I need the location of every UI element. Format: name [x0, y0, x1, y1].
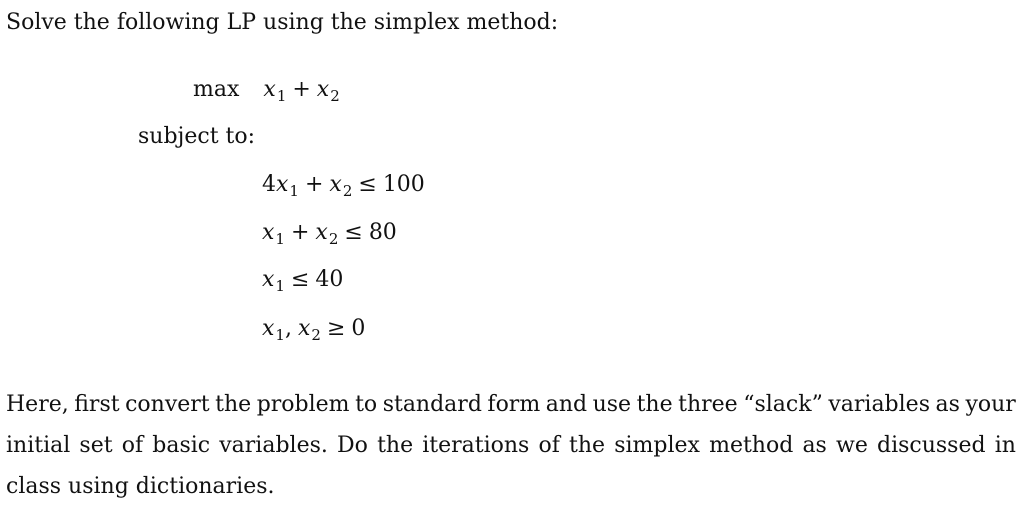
constraint-1-sub-1: 1 [289, 182, 299, 200]
instruction-word: the [377, 433, 414, 458]
problem-intro: Solve the following LP using the simplex method: [6, 10, 559, 35]
instruction-word: to [355, 392, 378, 417]
instruction-word: set [79, 433, 113, 458]
constraint-2-plus: + [290, 220, 310, 245]
instructions-line-3: class using dictionaries. [6, 474, 275, 499]
constraint-2-var-x1: x [262, 220, 275, 245]
instruction-word: of [538, 433, 560, 458]
subject-to-label: subject to: [138, 124, 256, 149]
constraint-1-coef: 4 [262, 172, 276, 197]
constraint-3-var-x1: x [262, 267, 275, 292]
instruction-word: “slack” [743, 392, 823, 417]
constraint-2-var-x2: x [315, 220, 328, 245]
instruction-word: as [935, 392, 960, 417]
constraint-3-rhs: 40 [315, 267, 344, 292]
constraint-1-rhs: 100 [382, 172, 425, 197]
constraint-3-relation: ≤ [290, 267, 310, 292]
constraint-4-comma: , [284, 316, 292, 341]
instruction-word: simplex [614, 433, 700, 458]
instruction-word: the [636, 392, 673, 417]
instruction-word: the [569, 433, 606, 458]
instructions-line-2 [6, 433, 1016, 459]
constraint-4-var-x2: x [297, 316, 311, 341]
objective-plus: + [292, 77, 311, 102]
constraint-nonnegativity [262, 316, 365, 343]
instruction-word: in [994, 433, 1016, 458]
constraint-4-sub-2: 2 [311, 326, 321, 344]
constraint-1-var-x2: x [329, 172, 342, 197]
constraint-1 [262, 172, 425, 199]
instruction-word: first [74, 392, 120, 417]
instruction-word: variables [828, 392, 930, 417]
instruction-word: method [709, 433, 794, 458]
instruction-word: problem [256, 392, 350, 417]
instruction-word: as [802, 433, 827, 458]
objective-sub-1: 1 [276, 87, 287, 105]
instruction-word: and [545, 392, 588, 417]
instruction-word: form [487, 392, 541, 417]
instruction-word: convert [125, 392, 210, 417]
instruction-word: use [592, 392, 632, 417]
instruction-word: standard [382, 392, 482, 417]
constraint-4-var-x1: x [262, 316, 275, 341]
constraint-2-sub-1: 1 [275, 230, 285, 248]
instruction-word: variables. [219, 433, 328, 458]
instruction-word: we [835, 433, 868, 458]
objective-var-x2: x [316, 77, 330, 102]
constraint-4-rhs: 0 [351, 316, 366, 341]
constraint-2 [262, 220, 397, 247]
max-keyword: max [193, 77, 240, 102]
objective-function [193, 77, 340, 104]
instruction-word: Here, [6, 392, 69, 417]
objective-var-x1: x [263, 77, 276, 102]
instruction-word: the [215, 392, 252, 417]
instructions-line-1 [6, 392, 1016, 418]
constraint-4-sub-1: 1 [275, 326, 285, 344]
constraint-2-relation: ≤ [344, 220, 363, 245]
constraint-3 [262, 267, 343, 294]
instruction-word: your [965, 392, 1016, 417]
instruction-word: iterations [422, 433, 530, 458]
constraint-1-sub-2: 2 [342, 182, 353, 200]
constraint-4-relation: ≥ [326, 316, 346, 341]
constraint-2-rhs: 80 [368, 220, 397, 245]
constraint-1-var-x1: x [276, 172, 289, 197]
constraint-3-sub-1: 1 [275, 277, 285, 295]
instruction-word: three [678, 392, 738, 417]
instruction-word: Do [337, 433, 368, 458]
constraint-1-relation: ≤ [358, 172, 377, 197]
constraint-2-sub-2: 2 [328, 230, 339, 248]
instruction-word: initial [6, 433, 71, 458]
objective-sub-2: 2 [330, 87, 340, 105]
instruction-word: discussed [876, 433, 986, 458]
instruction-word: basic [152, 433, 211, 458]
constraint-1-plus: + [304, 172, 324, 197]
instruction-word: of [121, 433, 144, 458]
